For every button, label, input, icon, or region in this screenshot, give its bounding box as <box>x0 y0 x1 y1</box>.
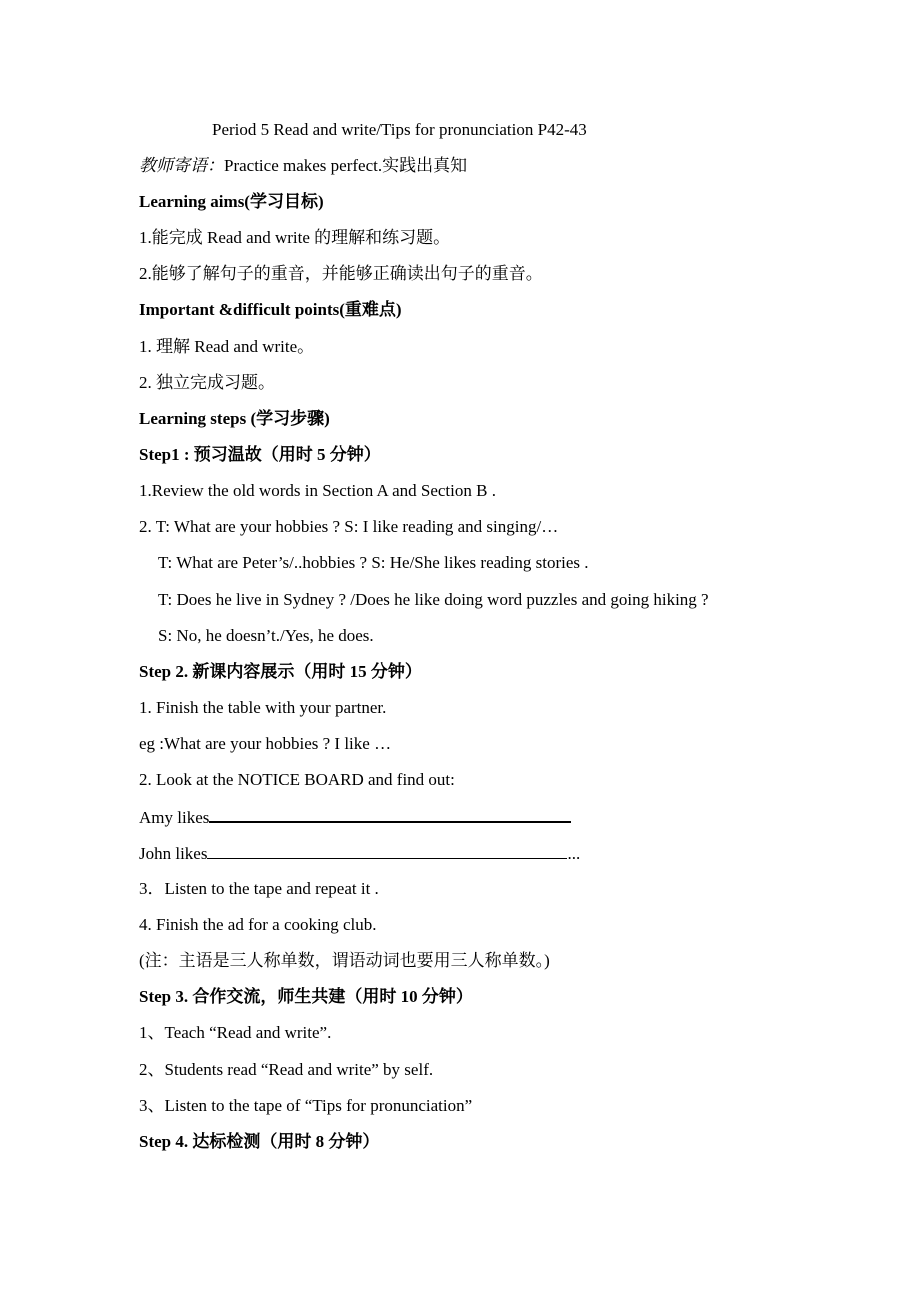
page-title: Period 5 Read and write/Tips for pronunciation P42-43 <box>212 120 587 139</box>
step3-heading: Step 3. 合作交流，师生共建（用时 10 分钟） <box>139 987 473 1006</box>
john-likes-line <box>139 842 580 865</box>
learning-aims-heading: Learning aims(学习目标) <box>139 192 324 211</box>
john-likes-suffix: ... <box>567 844 581 863</box>
step2-line: 2. Look at the NOTICE BOARD and find out: <box>139 770 455 789</box>
step1-line: 2. T: What are your hobbies ? S: I like reading and singing/… <box>139 517 559 536</box>
step1-heading: Step1 : 预习温故（用时 5 分钟） <box>139 445 381 464</box>
teacher-motto: Practice makes perfect.实践出真知 <box>224 156 468 175</box>
key-point-item: 2. 独立完成习题。 <box>139 373 275 392</box>
step1-line: S: No, he doesn’t./Yes, he does. <box>158 626 374 645</box>
teacher-motto-label: 教师寄语： <box>139 156 224 175</box>
step2-note: (注：主语是三人称单数，谓语动词也要用三人称单数。) <box>139 951 550 970</box>
aim-item: 1.能完成 Read and write 的理解和练习题。 <box>139 228 451 247</box>
step2-line: 1. Finish the table with your partner. <box>139 698 387 717</box>
amy-likes-blank[interactable] <box>209 805 571 823</box>
step3-line: 1、Teach “Read and write”. <box>139 1023 332 1042</box>
amy-likes-line <box>139 805 571 829</box>
step1-line: T: Does he live in Sydney ? /Does he like doing word puzzles and going hiking ? <box>158 590 709 609</box>
step4-heading: Step 4. 达标检测（用时 8 分钟） <box>139 1132 380 1151</box>
step3-line: 2、Students read “Read and write” by self. <box>139 1060 434 1079</box>
step2-heading: Step 2. 新课内容展示（用时 15 分钟） <box>139 662 422 681</box>
key-points-heading: Important &difficult points(重难点) <box>139 300 402 319</box>
amy-likes-label: Amy likes <box>139 808 210 827</box>
john-likes-blank[interactable] <box>207 842 567 859</box>
step1-line: T: What are Peter’s/..hobbies ? S: He/She likes reading stories . <box>158 553 589 572</box>
step2-line: 4. Finish the ad for a cooking club. <box>139 915 377 934</box>
aim-item: 2.能够了解句子的重音，并能够正确读出句子的重音。 <box>139 264 543 283</box>
learning-steps-heading: Learning steps (学习步骤) <box>139 409 330 428</box>
step3-line: 3、Listen to the tape of “Tips for pronunciation” <box>139 1096 473 1115</box>
teacher-motto-line <box>139 155 467 177</box>
key-point-item: 1. 理解 Read and write。 <box>139 337 315 356</box>
step1-line: 1.Review the old words in Section A and Section B . <box>139 481 496 500</box>
john-likes-label: John likes <box>139 844 208 863</box>
step2-line: 3．Listen to the tape and repeat it . <box>139 879 379 898</box>
step2-line: eg :What are your hobbies ? I like … <box>139 734 392 753</box>
